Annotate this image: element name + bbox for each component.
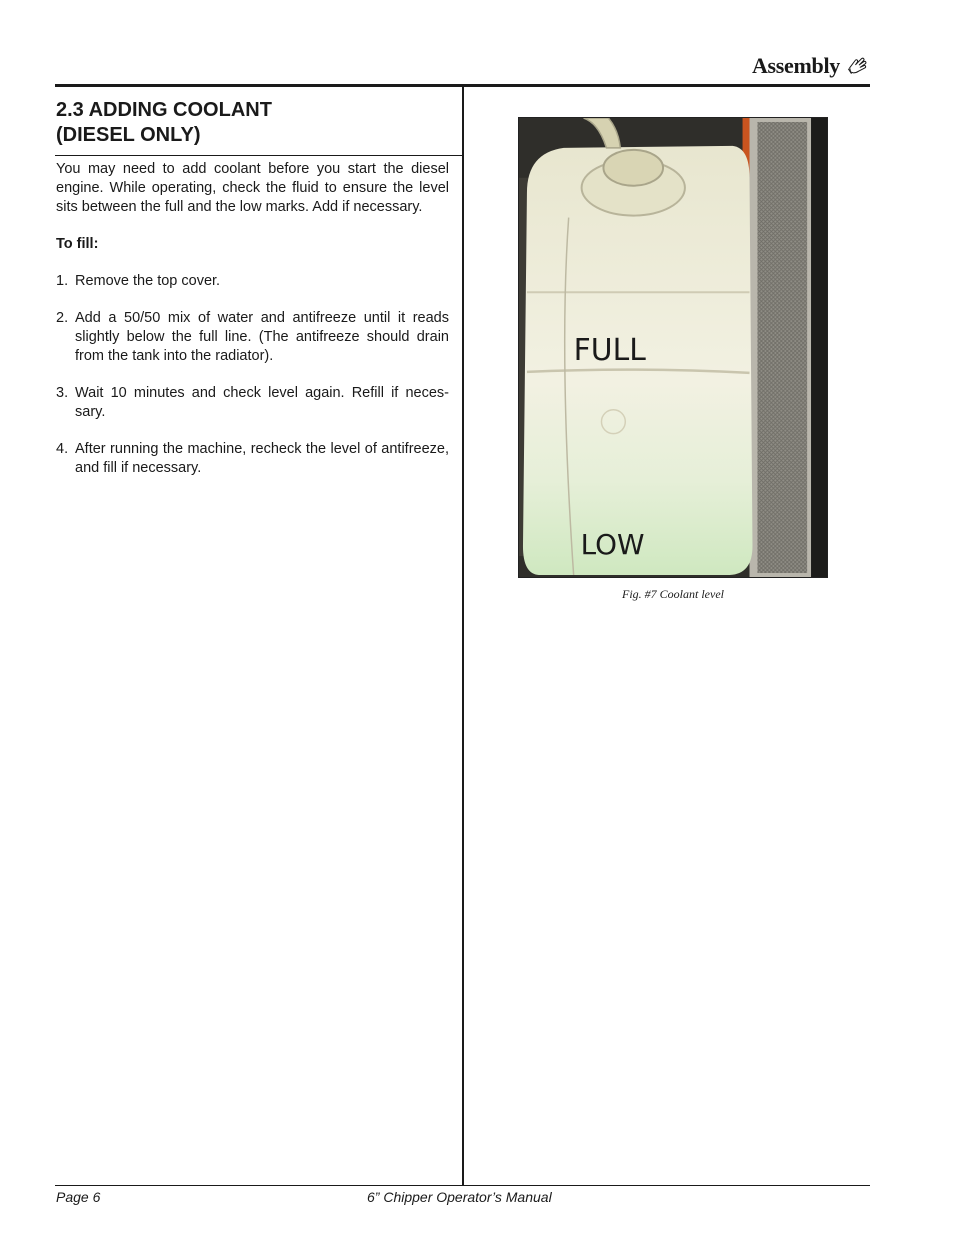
section-title xyxy=(56,98,456,148)
intro-paragraph: You may need to add coolant before you start the diesel engine. While operating, check the fluid to ensure the level sits between the full and the low marks. Add if necessary. xyxy=(56,161,449,215)
section-title-line1: 2.3 ADDING COOLANT xyxy=(56,99,272,121)
to-fill-subhead: To fill: xyxy=(56,236,99,252)
low-mark-label: LOW xyxy=(580,528,645,562)
step-item xyxy=(56,272,449,291)
coolant-tank-photo xyxy=(518,117,828,578)
page-number: Page 6 xyxy=(56,1189,101,1205)
step-text: After running the machine, recheck the level of antifreeze, and fill if necessary. xyxy=(75,441,449,476)
pointing-hand-icon xyxy=(846,55,868,77)
step-item xyxy=(56,309,449,366)
step-item xyxy=(56,440,449,478)
step-number: 1. xyxy=(56,273,69,289)
manual-title: 6” Chipper Operator’s Manual xyxy=(367,1189,552,1205)
step-text: Remove the top cover. xyxy=(75,273,221,289)
section-header-title: Assembly xyxy=(751,53,840,78)
step-number: 3. xyxy=(56,385,69,401)
column-divider xyxy=(462,86,464,1186)
full-mark-label: FULL xyxy=(573,332,646,368)
step-number: 4. xyxy=(56,441,69,457)
step-item xyxy=(56,384,449,422)
figure-caption: Fig. #7 Coolant level xyxy=(622,587,724,601)
title-rule xyxy=(55,155,462,156)
footer-rule xyxy=(55,1185,870,1186)
step-text: Wait 10 minutes and check level again. Refill if neces-sary. xyxy=(75,385,449,420)
step-number: 2. xyxy=(56,310,69,326)
instructions-body xyxy=(56,160,449,496)
step-text: Add a 50/50 mix of water and antifreeze until it reads slightly below the full line. (The antifreeze should drain from the tank into the radiator). xyxy=(75,310,449,364)
section-header xyxy=(752,53,868,79)
steps-list xyxy=(56,272,449,478)
section-title-line2: (DIESEL ONLY) xyxy=(56,124,201,146)
